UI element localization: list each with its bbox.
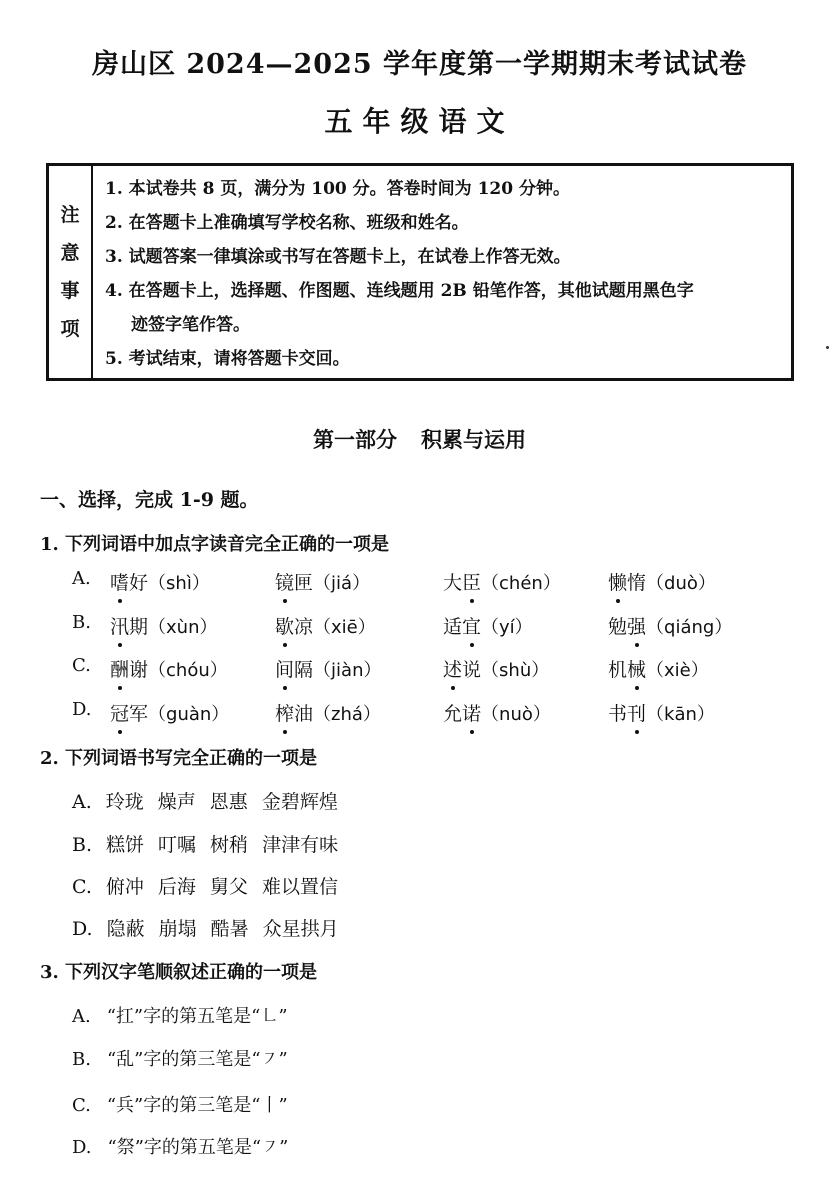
notice-heading bbox=[49, 166, 93, 378]
dotted-char: 臣 bbox=[462, 568, 481, 595]
dotted-char: 歇 bbox=[275, 612, 294, 639]
dotted-char: 诺 bbox=[462, 699, 481, 726]
notice-heading-char: 项 bbox=[60, 318, 80, 340]
word-char: 期 bbox=[129, 616, 149, 638]
option-word: 舅父 bbox=[209, 876, 248, 898]
question-1-stem: 1. 下列词语中加点字读音完全正确的一项是 bbox=[40, 534, 390, 555]
stray-dot bbox=[826, 346, 829, 349]
option-text: “祭”字的第五笔是“㇇” bbox=[107, 1137, 289, 1158]
question-group-heading: 一、选择，完成 1-9 题。 bbox=[40, 489, 259, 511]
pinyin: （xiè） bbox=[646, 660, 709, 681]
option-word: 津津有味 bbox=[262, 834, 339, 856]
option-word bbox=[443, 568, 561, 595]
option-word bbox=[608, 568, 716, 595]
option-word bbox=[608, 655, 709, 682]
pinyin: （qiáng） bbox=[646, 617, 733, 638]
word-char: 谢 bbox=[129, 659, 149, 681]
pinyin: （shì） bbox=[148, 573, 210, 594]
option-label: C. bbox=[72, 655, 91, 676]
pinyin: （duò） bbox=[646, 573, 716, 594]
notice-line: 2. 在答题卡上准确填写学校名称、班级和姓名。 bbox=[105, 213, 469, 233]
notice-heading-char: 注 bbox=[60, 204, 80, 226]
option-word bbox=[443, 612, 533, 639]
option-word: 崩塌 bbox=[158, 918, 197, 940]
word-char: 说 bbox=[462, 659, 482, 681]
dotted-char: 述 bbox=[443, 655, 462, 682]
option-word: 金碧辉煌 bbox=[261, 791, 338, 813]
dotted-char: 强 bbox=[627, 612, 646, 639]
notice-heading-char: 意 bbox=[60, 242, 80, 264]
option-row bbox=[72, 872, 352, 899]
notice-line: 5. 考试结束，请将答题卡交回。 bbox=[105, 349, 350, 369]
option-word bbox=[608, 612, 732, 639]
dotted-char: 冠 bbox=[110, 699, 129, 726]
notice-line: 3. 试题答案一律填涂或书写在答题卡上，在试卷上作答无效。 bbox=[105, 247, 571, 267]
option-label: B. bbox=[72, 1049, 91, 1070]
option-label: D. bbox=[72, 699, 92, 720]
word-char: 匣 bbox=[294, 572, 314, 594]
dotted-char: 懒 bbox=[608, 568, 627, 595]
option-word bbox=[110, 699, 229, 726]
option-word bbox=[110, 655, 228, 682]
option-row bbox=[72, 1045, 288, 1071]
option-label: C. bbox=[72, 1095, 91, 1116]
word-char: 好 bbox=[129, 572, 149, 594]
word-char: 油 bbox=[294, 703, 314, 725]
option-row bbox=[72, 830, 352, 857]
dotted-char: 酬 bbox=[110, 655, 129, 682]
section-heading bbox=[0, 424, 839, 454]
option-row bbox=[72, 914, 353, 941]
option-word: 后海 bbox=[157, 876, 196, 898]
option-word bbox=[608, 699, 715, 726]
pinyin: （xùn） bbox=[148, 617, 218, 638]
pinyin: （jiá） bbox=[313, 573, 371, 594]
pinyin: （guàn） bbox=[148, 704, 230, 725]
option-word bbox=[275, 699, 381, 726]
option-text: “扛”字的第五笔是“㇗” bbox=[106, 1006, 288, 1027]
section-name: 积累与运用 bbox=[421, 427, 526, 452]
option-label: B. bbox=[72, 834, 93, 856]
notice-line: 1. 本试卷共 8 页，满分为 100 分。答卷时间为 120 分钟。 bbox=[105, 179, 570, 199]
dotted-char: 汛 bbox=[110, 612, 129, 639]
question-3-stem: 3. 下列汉字笔顺叙述正确的一项是 bbox=[40, 962, 318, 983]
notice-line-continued bbox=[105, 308, 783, 342]
pinyin: （kān） bbox=[646, 704, 715, 725]
option-word bbox=[110, 568, 210, 595]
option-row bbox=[72, 787, 352, 814]
word-char: 军 bbox=[129, 703, 149, 725]
option-word: 隐蔽 bbox=[106, 918, 145, 940]
word-char: 凉 bbox=[294, 616, 314, 638]
pinyin: （xiē） bbox=[313, 617, 376, 638]
option-word: 酷暑 bbox=[210, 918, 249, 940]
section-part: 第一部分 bbox=[313, 427, 397, 452]
option-word: 燥声 bbox=[157, 791, 196, 813]
question-2-stem: 2. 下列词语书写完全正确的一项是 bbox=[40, 748, 318, 769]
option-word bbox=[443, 655, 549, 682]
option-word: 玲珑 bbox=[105, 791, 144, 813]
option-word: 难以置信 bbox=[261, 876, 338, 898]
notice-line: 4. 在答题卡上，选择题、作图题、连线题用 2B 铅笔作答，其他试题用黑色字 bbox=[105, 281, 694, 301]
option-label: A. bbox=[72, 568, 91, 589]
notice-continuation: 迹签字笔作答。 bbox=[131, 315, 250, 335]
option-word: 众星拱月 bbox=[262, 918, 339, 940]
option-row bbox=[72, 1002, 288, 1028]
dotted-char: 刊 bbox=[627, 699, 646, 726]
option-word: 俯冲 bbox=[105, 876, 144, 898]
pinyin: （nuò） bbox=[481, 704, 551, 725]
option-row bbox=[72, 1091, 288, 1117]
pinyin: （jiàn） bbox=[313, 660, 382, 681]
dotted-char: 间 bbox=[275, 655, 294, 682]
notice-body bbox=[105, 172, 783, 376]
option-label: D. bbox=[72, 1137, 92, 1158]
option-label: D. bbox=[72, 918, 93, 940]
option-word bbox=[275, 655, 381, 682]
word-char: 大 bbox=[443, 572, 463, 594]
dotted-char: 宜 bbox=[462, 612, 481, 639]
option-text: “兵”字的第三笔是“丨” bbox=[106, 1095, 288, 1116]
dotted-char: 械 bbox=[627, 655, 646, 682]
option-label: A. bbox=[72, 1006, 91, 1027]
option-word: 糕饼 bbox=[106, 834, 145, 856]
option-label: B. bbox=[72, 612, 91, 633]
pinyin: （chóu） bbox=[148, 660, 228, 681]
notice-heading-char: 事 bbox=[60, 280, 80, 302]
option-word bbox=[275, 612, 376, 639]
option-text: “乱”字的第三笔是“㇇” bbox=[106, 1049, 288, 1070]
pinyin: （zhá） bbox=[313, 704, 381, 725]
exam-title: 房山区 2024—2025 学年度第一学期期末考试试卷 bbox=[91, 49, 748, 80]
option-word: 叮嘱 bbox=[158, 834, 197, 856]
option-word bbox=[443, 699, 551, 726]
pinyin: （shù） bbox=[481, 660, 550, 681]
notice-box bbox=[46, 163, 794, 381]
dotted-char: 嗜 bbox=[110, 568, 129, 595]
option-word bbox=[275, 568, 370, 595]
option-label: A. bbox=[72, 791, 92, 813]
option-word: 树稍 bbox=[210, 834, 249, 856]
option-label: C. bbox=[72, 876, 92, 898]
word-char: 惰 bbox=[627, 572, 647, 594]
pinyin: （yí） bbox=[481, 617, 533, 638]
word-char: 机 bbox=[608, 659, 628, 681]
dotted-char: 榨 bbox=[275, 699, 294, 726]
dotted-char: 镜 bbox=[275, 568, 294, 595]
option-word bbox=[110, 612, 218, 639]
word-char: 隔 bbox=[294, 659, 314, 681]
word-char: 允 bbox=[443, 703, 463, 725]
word-char: 勉 bbox=[608, 616, 628, 638]
word-char: 适 bbox=[443, 616, 463, 638]
option-row bbox=[72, 1133, 288, 1159]
pinyin: （chén） bbox=[481, 573, 561, 594]
word-char: 书 bbox=[608, 703, 628, 725]
exam-subtitle: 五年级语文 bbox=[324, 105, 515, 138]
option-word: 恩惠 bbox=[209, 791, 248, 813]
